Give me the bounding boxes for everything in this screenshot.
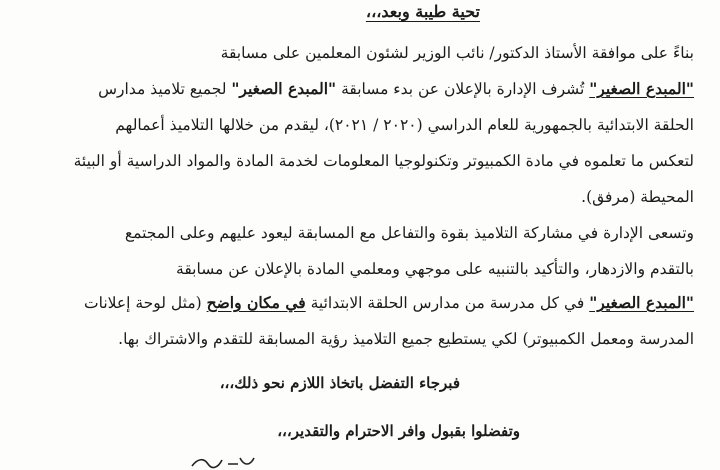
paragraph2-line3-end: (مثل لوحة إعلانات [84, 294, 207, 312]
paragraph1-line2-end: لجميع تلاميذ مدارس [98, 80, 232, 98]
paragraph2-line3-mid: في كل مدرسة من مدارس الحلقة الابتدائية [305, 294, 590, 312]
greeting-heading: تحية طيبة وبعد،،، [365, 2, 480, 21]
contest-name-2: "المبدع الصغير" [231, 79, 337, 98]
paragraph1-line3: الحلقة الابتدائية بالجمهورية للعام الدراسي (٢٠٢٠ / ٢٠٢١)، ليقدم من خلالها التلاميذ أعمالهم [115, 116, 694, 134]
contest-name-3: "المبدع الصغير" [589, 293, 694, 312]
contest-name: "المبدع الصغير" [589, 79, 694, 98]
paragraph1-line5: المحيطة (مرفق). [581, 188, 694, 206]
emphasis-clear-place: في مكان واضح [206, 293, 306, 312]
signature-mark [188, 452, 268, 470]
paragraph2-line4: المدرسة ومعمل الكمبيوتر) لكي يستطيع جميع التلاميذ رؤية المسابقة للتقدم والاشتراك بها. [118, 330, 694, 348]
paragraph2-line3 [84, 292, 694, 314]
closing-request: فبرجاء التفضل باتخاذ اللازم نحو ذلك،،، [219, 374, 460, 392]
paragraph2-line2: بالتقدم والازدهار، والتأكيد بالتنبيه على موجهي ومعلمي المادة بالإعلان عن مسابقة [176, 260, 694, 278]
paragraph2-line1: وتسعى الإدارة في مشاركة التلاميذ بقوة والتفاعل مع المسابقة ليعود عليهم وعلى المجتمع [124, 224, 694, 242]
paragraph1-line2-mid: تُشرف الإدارة بالإعلان عن بدء مسابقة [336, 80, 590, 98]
paragraph1-line2 [98, 78, 694, 100]
closing-regards: وتفضلوا بقبول وافر الاحترام والتقدير،،، [277, 422, 520, 440]
paragraph1-line4: لتعكس ما تعلموه في مادة الكمبيوتر وتكنولوجيا المعلومات لخدمة المادة والمواد الدراسية أو البيئة [73, 152, 694, 170]
paragraph1-line1: بناءً على موافقة الأستاذ الدكتور/ نائب الوزير لشئون المعلمين على مسابقة [220, 44, 694, 62]
